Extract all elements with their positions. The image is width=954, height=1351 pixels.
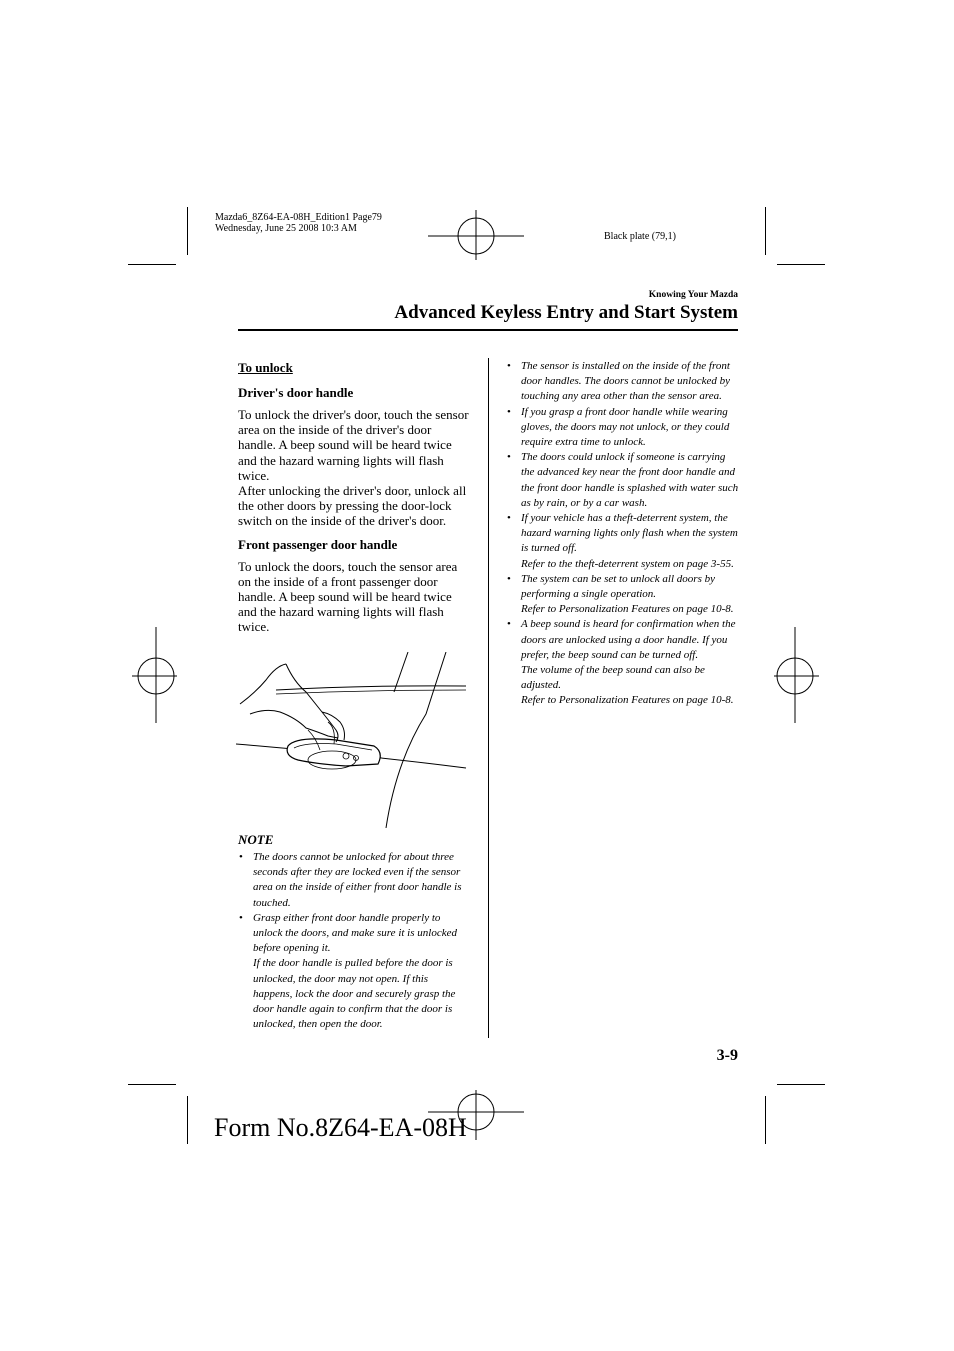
bullet-text: The volume of the beep sound can also be adjusted. <box>521 664 705 692</box>
list-item <box>238 850 468 911</box>
plate-label: Black plate (79,1) <box>604 231 676 242</box>
column-divider <box>488 358 489 1038</box>
paragraph: After unlocking the driver's door, unlock all the other doors by pressing the door-lock switch on the inside of the driver's door. <box>238 483 467 529</box>
bullet-text: Refer to Personalization Features on page 10-8. <box>521 603 734 616</box>
print-info <box>215 212 382 234</box>
left-column <box>238 360 472 635</box>
note-text: If the door handle is pulled before the door is unlocked, the door may not open. If this happens, lock the door and securely grasp the door handle again to confirm that the door is unlocked, then open the door. <box>253 957 456 1031</box>
heading-passenger-door: Front passenger door handle <box>238 536 398 552</box>
right-column <box>506 359 739 709</box>
list-item <box>506 359 739 405</box>
list-item <box>506 450 739 511</box>
list-item <box>506 617 739 708</box>
note-text: • The doors cannot be unlocked for about three seconds after they are locked even if the sensor area on the inside of either front door handle is touched. <box>253 851 462 909</box>
note-block <box>238 832 468 1032</box>
bullet-text: Refer to the theft-deterrent system on page 3-55. <box>521 557 734 570</box>
print-info-line2: Wednesday, June 25 2008 10:3 AM <box>215 223 357 234</box>
note-list <box>238 850 468 1032</box>
note-text: • Grasp either front door handle properly to unlock the doors, and make sure it is unlocked before opening it. <box>253 911 457 955</box>
crop-mark <box>777 1084 825 1085</box>
list-item <box>238 911 468 1033</box>
print-info-line1: Mazda6_8Z64-EA-08H_Edition1 Page79 <box>215 212 382 223</box>
crop-mark <box>187 207 188 255</box>
caution-list <box>506 359 739 709</box>
crop-mark <box>187 1096 188 1144</box>
registration-mark-icon <box>428 210 524 260</box>
crop-mark <box>777 264 825 265</box>
heading-to-unlock: To unlock <box>238 360 293 375</box>
form-number: Form No.8Z64-EA-08H <box>214 1113 467 1142</box>
note-title: NOTE <box>238 832 274 847</box>
bullet-text: • If you grasp a front door handle while wearing gloves, the doors may not unlock, or they could require extra time to unlock. <box>521 405 730 449</box>
page-number: 3-9 <box>716 1047 738 1064</box>
list-item <box>506 572 739 618</box>
registration-mark-icon <box>774 627 819 723</box>
registration-mark-icon <box>132 627 177 723</box>
bullet-text: • If your vehicle has a theft-deterrent system, the hazard warning lights only flash when the system is turned off. <box>521 512 738 555</box>
bullet-text: Refer to Personalization Features on page 10-8. <box>521 694 734 707</box>
list-item <box>506 511 739 572</box>
section-label: Knowing Your Mazda <box>648 290 738 300</box>
bullet-text: • A beep sound is heard for confirmation when the doors are unlocked using a door handle. If you prefer, the beep sound can be turned off. <box>521 618 736 661</box>
crop-mark <box>765 1096 766 1144</box>
crop-mark <box>765 207 766 255</box>
title-rule <box>238 329 738 331</box>
heading-drivers-door: Driver's door handle <box>238 385 354 400</box>
door-handle-illustration <box>236 652 468 828</box>
page-title: Advanced Keyless Entry and Start System <box>394 302 738 323</box>
crop-mark <box>128 1084 176 1085</box>
crop-mark <box>128 264 176 265</box>
list-item <box>506 405 739 451</box>
paragraph: To unlock the driver's door, touch the sensor area on the inside of the driver's door handle. A beep sound will be heard twice and the hazard warning lights will flash twice. <box>238 407 469 483</box>
bullet-text: • The system can be set to unlock all doors by performing a single operation. <box>521 572 715 601</box>
bullet-text: • The doors could unlock if someone is carrying the advanced key near the front door handle and the front door handle is splashed with water such as by rain, or by a car wash. <box>521 451 739 509</box>
paragraph: To unlock the doors, touch the sensor area on the inside of a front passenger door handle. A beep sound will be heard twice and the hazard warning lights will flash twice. <box>238 558 458 635</box>
bullet-text: • The sensor is installed on the inside of the front door handles. The doors cannot be unlocked by touching any area other than the sensor area. <box>521 360 730 403</box>
